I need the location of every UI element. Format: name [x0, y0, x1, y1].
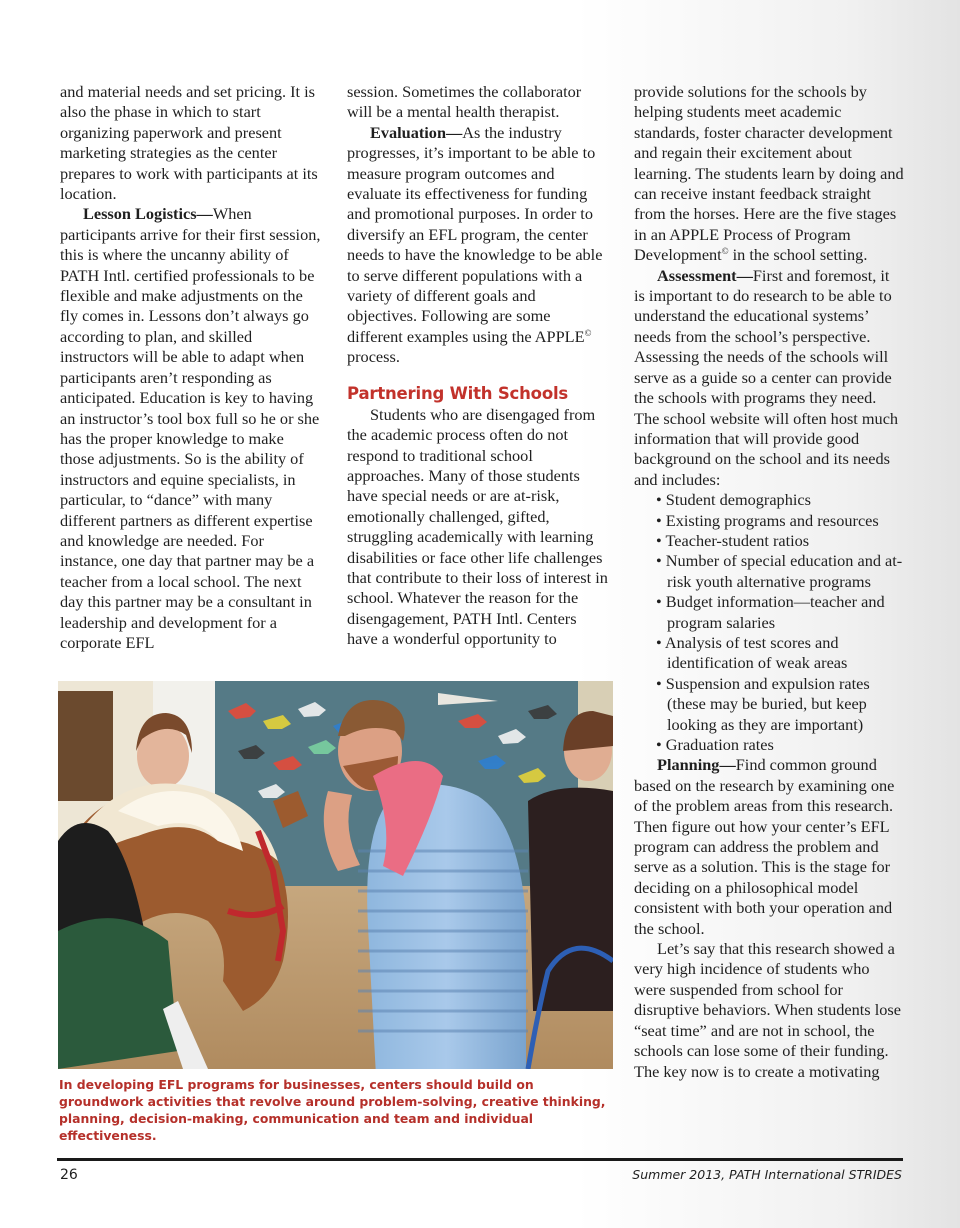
list-item: • Existing programs and resources: [656, 511, 904, 531]
photo-horse-session: [58, 681, 613, 1069]
paragraph: [347, 123, 609, 368]
paragraph: Let’s say that this research showed a very high incidence of students who were suspended from school for disruptive behaviors. When students lose “seat time” and are not in school, the schools can lose some of their funding. The key now is to create a motivating: [634, 939, 901, 1081]
run-in-head-planning: Planning—: [657, 755, 736, 775]
list-item: • Number of special education and at-risk youth alternative programs: [656, 551, 904, 592]
article-column-3: [634, 82, 904, 1082]
paragraph-text: When participants arrive for their first session, this is where the uncanny ability of PATH Intl. certified professionals to be flexible and make adjustments on the fly comes in. Lessons don’t always go according to plan, and skilled instructors will be able to adapt when participants aren’t responding as anticipated. Education is key to having an instructor’s tool box full so he or she has the proper knowledge to make those adjustments. So is the ability of instructors and equine specialists, in particular, to “dance” with many different partners as different expertise and knowledge are needed. For instance, one day that partner may be a teacher from a local school. The next day this partner may be a consultant in leadership and development for a corporate EFL: [60, 204, 321, 652]
paragraph-text: in the school setting.: [728, 245, 868, 265]
copyright-mark: ©: [584, 327, 592, 338]
photo-caption: In developing EFL programs for businesses, centers should build on groundwork activities that revolve around problem-solving, creative thinking, planning, decision-making, communication and team and individual effectiveness.: [59, 1077, 606, 1143]
paragraph: [60, 204, 322, 653]
list-item: • Teacher-student ratios: [656, 531, 904, 551]
paragraph: session. Sometimes the collaborator will be a mental health therapist.: [347, 82, 582, 122]
list-item: • Graduation rates: [656, 735, 904, 755]
photo-illustration: [58, 681, 613, 1069]
copyright-mark: ©: [721, 246, 729, 257]
run-in-head-evaluation: Evaluation—: [370, 122, 463, 142]
paragraph-text: provide solutions for the schools by helping students meet academic standards, foster character development and regain their excitement about learning. The students learn by doing and can receive instant feedback straight from the horses. Here are the five stages in an APPLE Process of Program Development: [634, 82, 904, 265]
article-column-1: [60, 82, 322, 653]
list-item: • Budget information—teacher and program salaries: [656, 592, 904, 633]
paragraph-text: process.: [347, 347, 400, 367]
run-in-head-assessment: Assessment—: [657, 265, 753, 285]
paragraph-text: Find common ground based on the research by examining one of the problem areas from this research. Then figure out how your center’s EFL program can address the problem and serve as a solution. This is the stage for deciding on a philosophical model consistent with both your operation and the school.: [634, 755, 895, 938]
paragraph-text: As the industry progresses, it’s important to be able to measure program outcomes and evaluate its effectiveness for funding and promotional purposes. In order to diversify an EFL program, the center needs to have the knowledge to be able to serve different populations with a variety of different goals and objectives. Following are some different examples using the APPLE: [347, 122, 603, 346]
list-item: • Student demographics: [656, 490, 904, 510]
running-footer-title: Summer 2013, PATH International STRIDES: [632, 1167, 902, 1182]
page-number: 26: [60, 1167, 78, 1183]
needs-list: [634, 490, 904, 755]
paragraph: and material needs and set pricing. It is also the phase in which to start organizing paperwork and present marketing strategies as the center prepares to work with participants at its location.: [60, 82, 318, 204]
article-column-2: [347, 82, 609, 650]
paragraph: [634, 82, 904, 266]
section-heading: Partnering With Schools: [347, 383, 569, 403]
list-item: • Suspension and expulsion rates (these may be buried, but keep looking as they are important): [656, 674, 904, 735]
paragraph: Students who are disengaged from the academic process often do not respond to traditional school approaches. Many of those students have special needs or are at-risk, emotionally challenged, gifted, struggling academically with learning disabilities or face other life challenges that contribute to their loss of interest in school. Whatever the reason for the disengagement, PATH Intl. Centers have a wonderful opportunity to: [347, 404, 608, 649]
list-item: • Analysis of test scores and identification of weak areas: [656, 633, 904, 674]
run-in-head-lesson-logistics: Lesson Logistics—: [83, 204, 213, 224]
paragraph: [634, 755, 904, 939]
paragraph: [634, 266, 904, 490]
paragraph-text: First and foremost, it is important to do research to be able to understand the educational systems’ needs from the school’s perspective. Assessing the needs of the schools will serve as a guide so a center can provide the schools with programs they need. The school website will often host much information that will provide good background on the school and its needs and includes:: [634, 265, 899, 489]
footer-rule: [57, 1158, 903, 1161]
